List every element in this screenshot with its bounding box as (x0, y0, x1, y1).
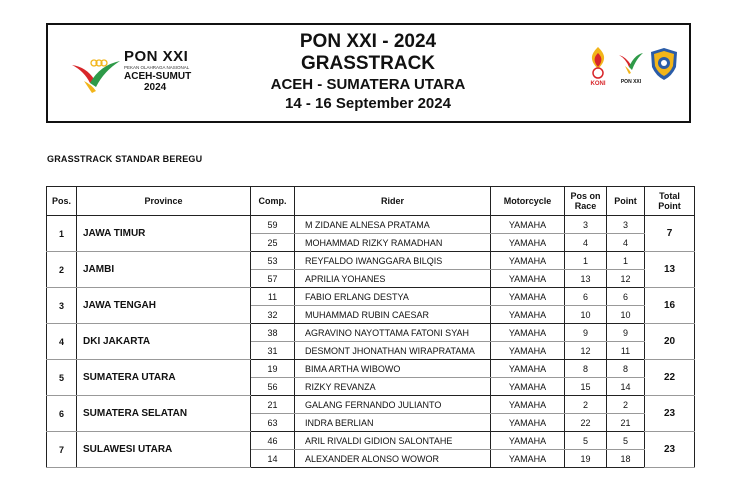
cell-total-point: 22 (645, 360, 695, 396)
cell-comp: 31 (251, 342, 295, 360)
cell-comp: 32 (251, 306, 295, 324)
col-header-pos: Pos. (47, 187, 77, 216)
cell-point: 18 (607, 450, 645, 468)
cell-point: 5 (607, 432, 645, 450)
cell-province: SULAWESI UTARA (77, 432, 251, 468)
cell-pos-on-race: 15 (565, 378, 607, 396)
title-discipline: GRASSTRACK (300, 53, 436, 74)
col-header-comp: Comp. (251, 187, 295, 216)
cell-total-point: 23 (645, 396, 695, 432)
cell-point: 10 (607, 306, 645, 324)
cell-pos-on-race: 9 (565, 324, 607, 342)
cell-motorcycle: YAMAHA (491, 450, 565, 468)
cell-rider: BIMA ARTHA WIBOWO (295, 360, 491, 378)
cell-total-point: 13 (645, 252, 695, 288)
cell-point: 11 (607, 342, 645, 360)
cell-comp: 14 (251, 450, 295, 468)
cell-rider: MUHAMMAD RUBIN CAESAR (295, 306, 491, 324)
cell-motorcycle: YAMAHA (491, 432, 565, 450)
col-header-point: Point (607, 187, 645, 216)
cell-pos-on-race: 2 (565, 396, 607, 414)
cell-rider: DESMONT JHONATHAN WIRAPRATAMA (295, 342, 491, 360)
cell-motorcycle: YAMAHA (491, 216, 565, 234)
cell-pos-on-race: 4 (565, 234, 607, 252)
col-header-total-point: Total Point (645, 187, 695, 216)
cell-pos: 7 (47, 432, 77, 468)
cell-point: 14 (607, 378, 645, 396)
cell-pos-on-race: 22 (565, 414, 607, 432)
cell-pos: 1 (47, 216, 77, 252)
cell-motorcycle: YAMAHA (491, 378, 565, 396)
logo-name: PON XXI (124, 48, 189, 65)
pon-logo-text (124, 49, 191, 93)
table-row (47, 324, 695, 342)
cell-point: 1 (607, 252, 645, 270)
results-table (46, 186, 695, 468)
cell-pos-on-race: 5 (565, 432, 607, 450)
cell-rider: RIZKY REVANZA (295, 378, 491, 396)
cell-province: JAWA TIMUR (77, 216, 251, 252)
cell-comp: 38 (251, 324, 295, 342)
document-title-block (218, 31, 518, 113)
cell-total-point: 16 (645, 288, 695, 324)
cell-pos: 4 (47, 324, 77, 360)
cell-rider: REYFALDO IWANGGARA BILQIS (295, 252, 491, 270)
sponsor-logos (584, 45, 679, 105)
col-header-province: Province (77, 187, 251, 216)
cell-motorcycle: YAMAHA (491, 288, 565, 306)
cell-point: 21 (607, 414, 645, 432)
cell-pos-on-race: 3 (565, 216, 607, 234)
cell-rider: M ZIDANE ALNESA PRATAMA (295, 216, 491, 234)
document-header (46, 23, 691, 123)
table-row (47, 432, 695, 450)
cell-province: JAWA TENGAH (77, 288, 251, 324)
table-row (47, 288, 695, 306)
cell-motorcycle: YAMAHA (491, 414, 565, 432)
cell-pos: 2 (47, 252, 77, 288)
cell-pos-on-race: 19 (565, 450, 607, 468)
cell-rider: ALEXANDER ALONSO WOWOR (295, 450, 491, 468)
cell-comp: 19 (251, 360, 295, 378)
cell-total-point: 20 (645, 324, 695, 360)
logo-subtitle: PEKAN OLAHRAGA NASIONAL (124, 65, 190, 70)
cell-comp: 56 (251, 378, 295, 396)
cell-motorcycle: YAMAHA (491, 306, 565, 324)
cell-total-point: 23 (645, 432, 695, 468)
cell-motorcycle: YAMAHA (491, 234, 565, 252)
cell-pos-on-race: 8 (565, 360, 607, 378)
cell-comp: 46 (251, 432, 295, 450)
cell-rider: ARIL RIVALDI GIDION SALONTAHE (295, 432, 491, 450)
cell-comp: 57 (251, 270, 295, 288)
cell-point: 8 (607, 360, 645, 378)
cell-point: 2 (607, 396, 645, 414)
cell-comp: 59 (251, 216, 295, 234)
imi-shield-icon (650, 47, 678, 81)
cell-motorcycle: YAMAHA (491, 342, 565, 360)
cell-pos-on-race: 13 (565, 270, 607, 288)
cell-point: 12 (607, 270, 645, 288)
title-location: ACEH - SUMATERA UTARA (270, 76, 466, 93)
cell-pos-on-race: 1 (565, 252, 607, 270)
cell-rider: MOHAMMAD RIZKY RAMADHAN (295, 234, 491, 252)
cell-province: SUMATERA UTARA (77, 360, 251, 396)
cell-point: 4 (607, 234, 645, 252)
cell-pos: 5 (47, 360, 77, 396)
cell-point: 6 (607, 288, 645, 306)
cell-pos: 6 (47, 396, 77, 432)
cell-comp: 63 (251, 414, 295, 432)
cell-province: JAMBI (77, 252, 251, 288)
cell-motorcycle: YAMAHA (491, 270, 565, 288)
cell-comp: 53 (251, 252, 295, 270)
cell-point: 9 (607, 324, 645, 342)
cell-pos: 3 (47, 288, 77, 324)
pon-logo (70, 45, 205, 105)
cell-pos-on-race: 10 (565, 306, 607, 324)
table-row (47, 396, 695, 414)
cell-comp: 11 (251, 288, 295, 306)
cell-rider: GALANG FERNANDO JULIANTO (295, 396, 491, 414)
cell-province: DKI JAKARTA (77, 324, 251, 360)
cell-pos-on-race: 12 (565, 342, 607, 360)
table-row (47, 360, 695, 378)
cell-pos-on-race: 6 (565, 288, 607, 306)
table-row (47, 216, 695, 234)
table-header-row (47, 187, 695, 216)
cell-province: SUMATERA SELATAN (77, 396, 251, 432)
pon-logo-mark-icon (70, 51, 122, 95)
title-event: PON XXI - 2024 (299, 31, 437, 52)
cell-motorcycle: YAMAHA (491, 252, 565, 270)
cell-rider: INDRA BERLIAN (295, 414, 491, 432)
koni-logo-icon (584, 45, 612, 85)
col-header-motorcycle: Motorcycle (491, 187, 565, 216)
col-header-pos-on-race: Pos on Race (565, 187, 607, 216)
cell-point: 3 (607, 216, 645, 234)
cell-total-point: 7 (645, 216, 695, 252)
koni-label: KONI (590, 81, 606, 87)
title-dates: 14 - 16 September 2024 (285, 95, 451, 112)
cell-motorcycle: YAMAHA (491, 396, 565, 414)
table-row (47, 252, 695, 270)
col-header-rider: Rider (295, 187, 491, 216)
pon-small-label: PON XXI (620, 79, 642, 85)
cell-rider: FABIO ERLANG DESTYA (295, 288, 491, 306)
section-title: GRASSTRACK STANDAR BEREGU (47, 154, 203, 164)
cell-rider: AGRAVINO NAYOTTAMA FATONI SYAH (295, 324, 491, 342)
cell-rider: APRILIA YOHANES (295, 270, 491, 288)
logo-year: 2024 (144, 82, 167, 93)
logo-region: ACEH-SUMUT (124, 71, 192, 82)
cell-comp: 25 (251, 234, 295, 252)
cell-motorcycle: YAMAHA (491, 324, 565, 342)
cell-motorcycle: YAMAHA (491, 360, 565, 378)
cell-comp: 21 (251, 396, 295, 414)
